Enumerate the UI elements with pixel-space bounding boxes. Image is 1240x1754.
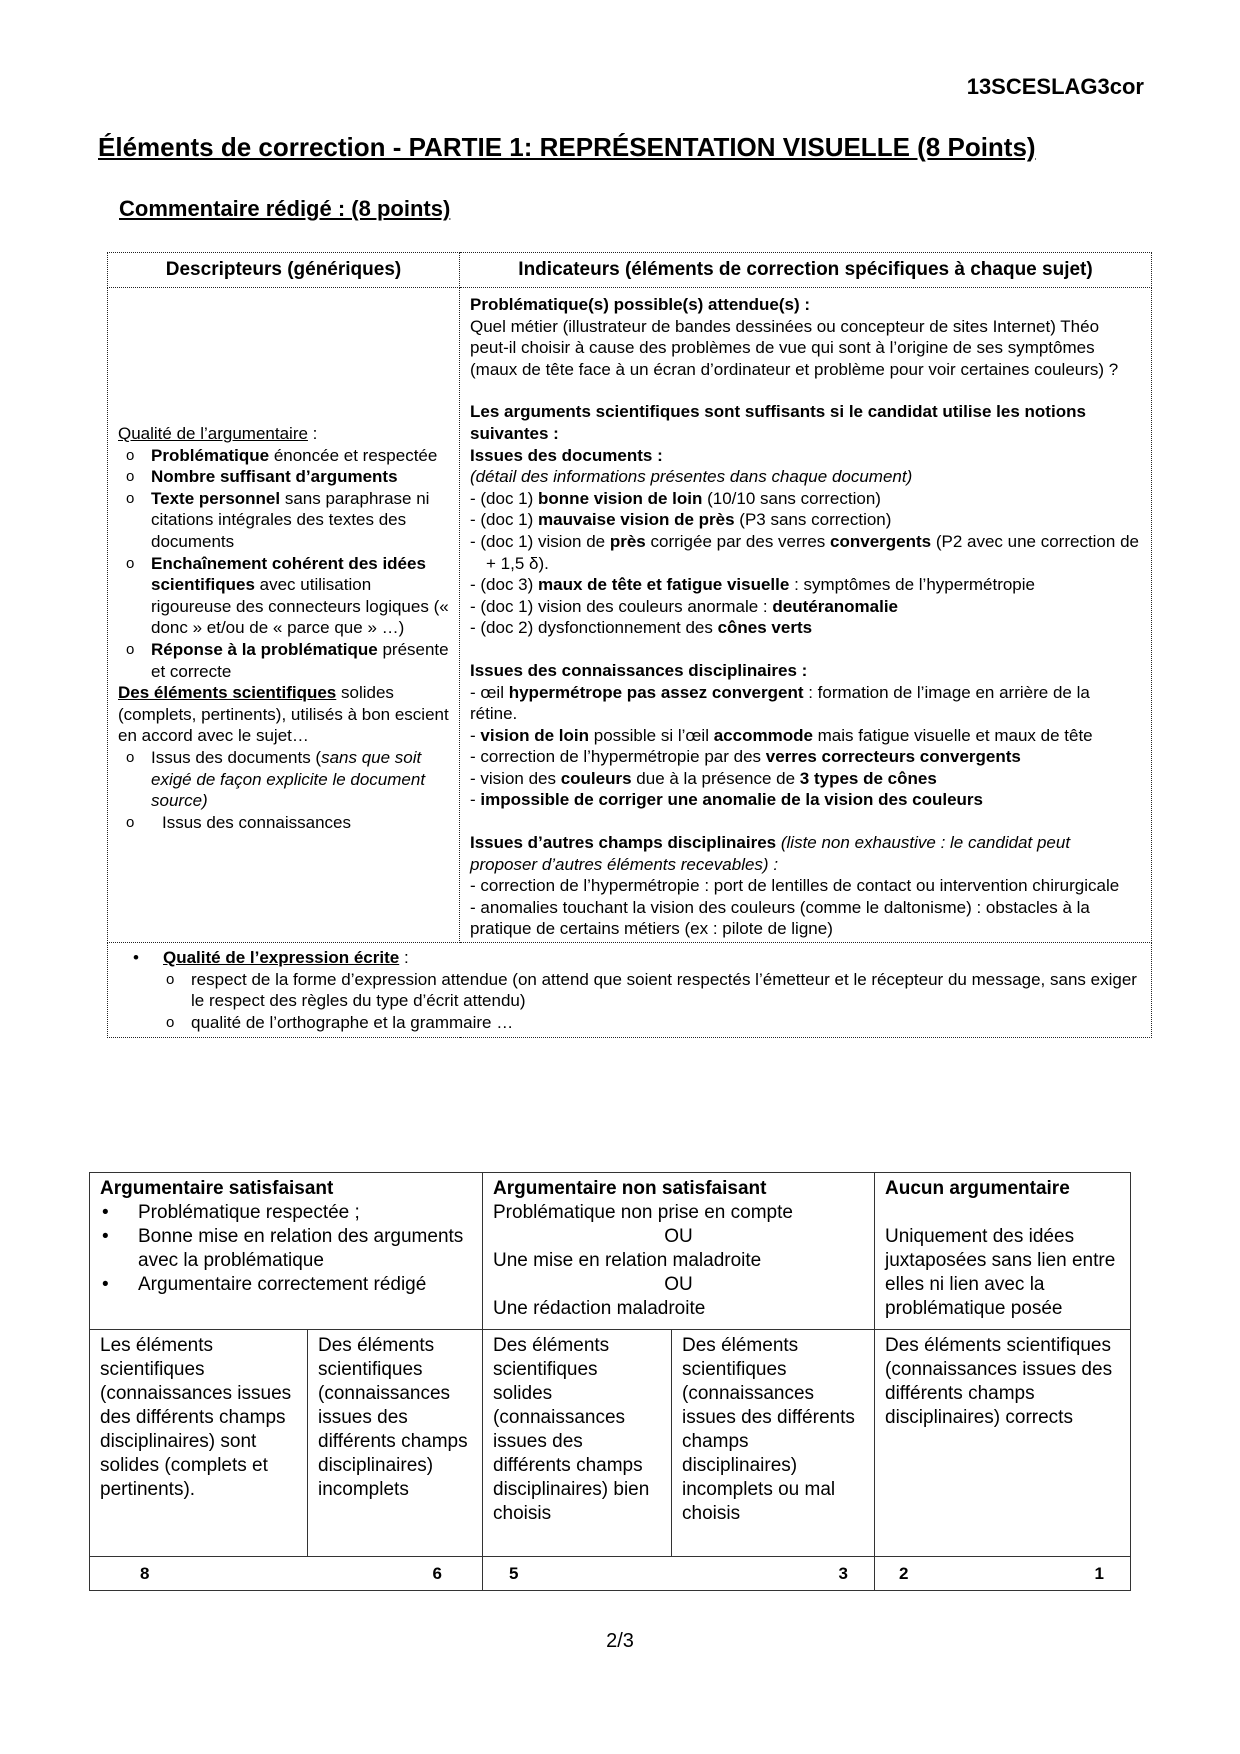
qualite-argumentaire: Qualité de l’argumentaire :: [118, 424, 318, 443]
qualite-item: o Réponse à la problématique présente et correcte: [118, 639, 449, 682]
doc-line: - (doc 1) mauvaise vision de près (P3 sans correction): [470, 510, 892, 530]
grading-grid: [107, 252, 1152, 1038]
aucun-header: Aucun argumentaire Uniquement des idées juxtaposées sans lien entre elles ni lien avec la problématique posée: [875, 1173, 1131, 1330]
sat-item: • Argumentaire correctement rédigé: [100, 1273, 472, 1297]
docs-heading: Issues des documents :: [470, 445, 663, 465]
score-value: 2: [899, 1563, 909, 1583]
problematique-text: Quel métier (illustrateur de bandes dessinées ou concepteur de sites Internet) Théo peut-il choisir à cause des problèmes de vue qui sont à l’origine de ses symptômes (maux de tête face à un écran d’ordinateur et problème pour voir certaines couleurs) ?: [470, 316, 1119, 379]
document-code: 13SCESLAG3cor: [966, 74, 1144, 99]
score-value: 1: [1094, 1563, 1104, 1583]
page-number: 2/3: [606, 1630, 634, 1652]
score-value: 8: [140, 1563, 150, 1583]
doc-line: - (doc 3) maux de tête et fatigue visuelle : symptômes de l’hypermétropie: [470, 575, 1035, 595]
rubric-cell: Les éléments scientifiques (connaissances issues des différents champs disciplinaires) sont solides (complets et pertinents).: [90, 1330, 308, 1557]
docs-detail: (détail des informations présentes dans chaque document): [470, 467, 913, 487]
col-header-descripteurs: Descripteurs (génériques): [108, 253, 460, 288]
conn-line: - vision de loin possible si l’œil accommode mais fatigue visuelle et maux de tête: [470, 725, 1093, 745]
rubric-cell: Des éléments scientifiques (connaissances issues des différents champs disciplinaires) corrects: [875, 1330, 1131, 1557]
conn-line: - correction de l’hypermétropie par des verres correcteurs convergents: [470, 747, 1021, 767]
qualite-item: o Problématique énoncée et respectée: [118, 445, 449, 467]
qualite-list: [118, 445, 449, 683]
qualite-item: o Enchaînement cohérent des idées scientifiques avec utilisation rigoureuse des connecteurs logiques (« donc » et/ou de « parce que » …): [118, 553, 449, 639]
score-value: 5: [509, 1563, 519, 1583]
descripteurs-cell: [108, 288, 460, 943]
rubric-cell: Des éléments scientifiques solides (connaissances issues des différents champs disciplinaires) bien choisis: [483, 1330, 672, 1557]
doc-line: - (doc 2) dysfonctionnement des cônes verts: [470, 618, 813, 638]
source-item: o Issus des connaissances: [118, 812, 449, 834]
autres-line: - correction de l’hypermétropie : port de lentilles de contact ou intervention chirurgicale: [470, 876, 1120, 896]
score-cell: [483, 1557, 875, 1591]
connaissances-heading: Issues des connaissances disciplinaires :: [470, 660, 808, 680]
page-title: Éléments de correction - PARTIE 1: REPRÉSENTATION VISUELLE (8 Points): [98, 132, 1036, 162]
source-item: o Issus des documents (sans que soit exigé de façon explicite le document source): [118, 747, 449, 812]
rubric-table: [89, 1172, 1131, 1591]
conn-line: - œil hypermétrope pas assez convergent : formation de l’image en arrière de la rétine.: [470, 682, 1090, 724]
expression-item: o respect de la forme d’expression attendue (on attend que soient respectés l’émetteur et le récepteur du message, sans exiger le respect des règles du type d’écrit attendu): [158, 969, 1141, 1012]
doc-line: - (doc 1) vision de près corrigée par des verres convergents (P2 avec une correction de + 1,5 δ).: [470, 531, 1140, 573]
doc-line: - (doc 1) vision des couleurs anormale : deutéranomalie: [470, 596, 899, 616]
rubric-cell: Des éléments scientifiques (connaissances issues des différents champs disciplinaires) incomplets ou mal choisis: [672, 1330, 875, 1557]
sat-item: • Bonne mise en relation des arguments avec la problématique: [100, 1225, 472, 1273]
arguments-heading: Les arguments scientifiques sont suffisants si le candidat utilise les notions suivantes :: [470, 402, 1086, 443]
sources-list: [118, 747, 449, 833]
doc-line: - (doc 1) bonne vision de loin (10/10 sans correction): [470, 488, 881, 508]
col-header-indicateurs: Indicateurs (éléments de correction spécifiques à chaque sujet): [460, 253, 1152, 288]
section-subtitle: Commentaire rédigé : (8 points): [119, 196, 451, 221]
elements-scientifiques: Des éléments scientifiques solides (complets, pertinents), utilisés à bon escient en accord avec le sujet…: [118, 683, 449, 746]
problematique-heading: Problématique(s) possible(s) attendue(s) :: [470, 295, 811, 314]
score-value: 6: [432, 1563, 442, 1583]
qualite-item: o Texte personnel sans paraphrase ni citations intégrales des textes des documents: [118, 488, 449, 553]
conn-line: - vision des couleurs due à la présence de 3 types de cônes: [470, 768, 937, 788]
expression-item: o qualité de l’orthographe et la grammaire …: [158, 1012, 1141, 1034]
sat-item: • Problématique respectée ;: [100, 1201, 472, 1225]
expression-cell: [108, 943, 1152, 1038]
indicateurs-cell: [460, 288, 1152, 943]
conn-line: - impossible de corriger une anomalie de la vision des couleurs: [470, 790, 983, 810]
satisfaisant-header: Argumentaire satisfaisant • Problématique respectée ; • Bonne mise en relation des arguments avec la problématique • Argumentaire correctement rédigé: [90, 1173, 483, 1330]
expression-heading: • Qualité de l’expression écrite :: [133, 948, 409, 968]
score-cell: [875, 1557, 1131, 1591]
autres-line: - anomalies touchant la vision des couleurs (comme le daltonisme) : obstacles à la pratique de certains métiers (ex : pilote de ligne): [470, 897, 1090, 939]
score-cell: [90, 1557, 483, 1591]
qualite-item: o Nombre suffisant d’arguments: [118, 466, 449, 488]
rubric-cell: Des éléments scientifiques (connaissances issues des différents champs disciplinaires) incomplets: [308, 1330, 483, 1557]
non-satisfaisant-header: Argumentaire non satisfaisant Problématique non prise en compte OU Une mise en relation maladroite OU Une rédaction maladroite: [483, 1173, 875, 1330]
expression-list: [118, 969, 1141, 1034]
autres-heading: Issues d’autres champs disciplinaires (liste non exhaustive : le candidat peut proposer d’autres éléments recevables) :: [470, 833, 1071, 874]
score-value: 3: [838, 1563, 848, 1583]
